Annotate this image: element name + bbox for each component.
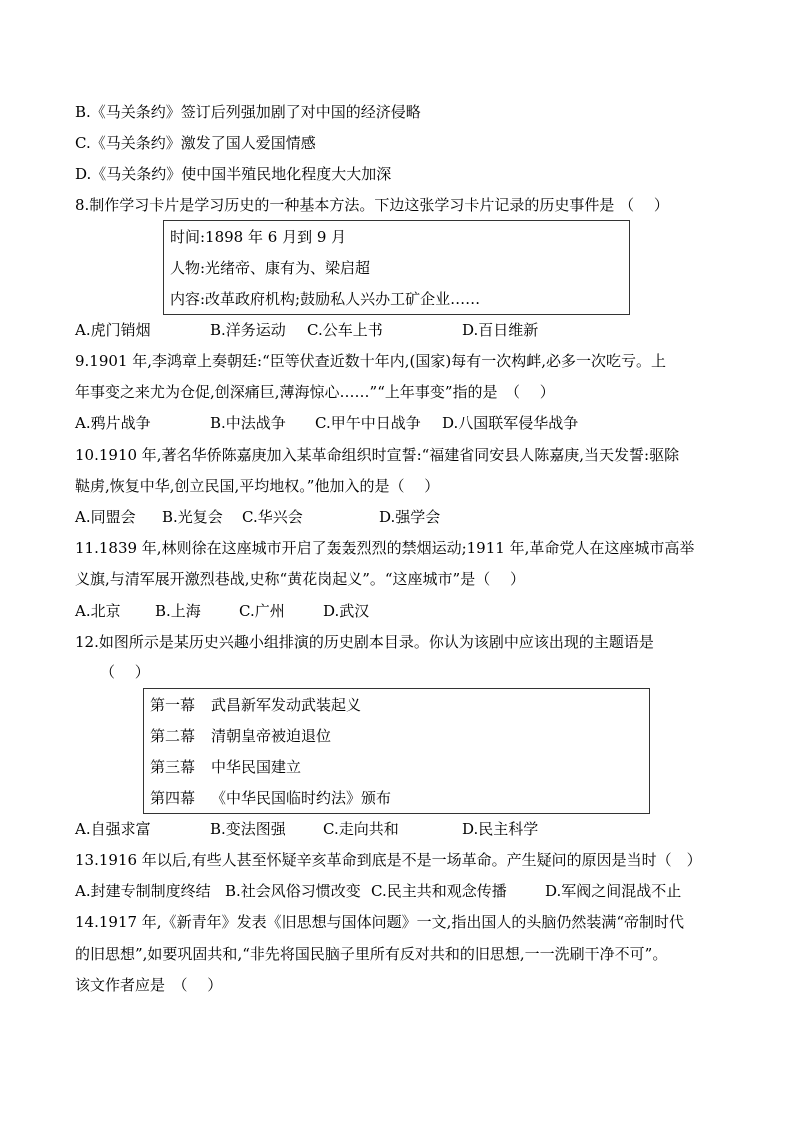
q10-option-c[interactable]: C.华兴会 <box>242 508 303 526</box>
q12-act-2 <box>150 726 331 746</box>
q14-stem-line2: 的旧思想”,如要巩固共和,“非先将国民脑子里所有反对共和的旧思想,一一洗刷干净不可”。 <box>75 945 668 963</box>
q7-option-c: C.《马关条约》激发了国人爱国情感 <box>75 134 316 152</box>
q13-option-d[interactable]: D.军阀之间混战不止 <box>545 882 682 900</box>
q8-option-c[interactable]: C.公车上书 <box>307 321 383 339</box>
q12-act-1-label: 第一幕 <box>150 696 196 714</box>
q11-stem-line2: 义旗,与清军展开激烈巷战,史称“黄花岗起义”。“这座城市”是（ ） <box>75 570 525 588</box>
q11-option-a[interactable]: A.北京 <box>75 602 121 620</box>
q10-stem-line2: 鞑虏,恢复中华,创立民国,平均地权。”他加入的是（ ） <box>75 477 440 495</box>
q13-option-a[interactable]: A.封建专制制度终结 <box>75 882 211 900</box>
q8-option-b[interactable]: B.洋务运动 <box>210 321 286 339</box>
q11-stem-line1: 11.1839 年,林则徐在这座城市开启了轰轰烈烈的禁烟运动;1911 年,革命党人在这座城市高举 <box>75 539 695 557</box>
q12-act-2-label: 第二幕 <box>150 727 196 745</box>
q9-option-b[interactable]: B.中法战争 <box>210 414 286 432</box>
q9-option-d[interactable]: D.八国联军侵华战争 <box>442 414 579 432</box>
q8-study-card <box>163 220 630 315</box>
q8-card-people: 人物:光绪帝、康有为、梁启超 <box>170 259 371 277</box>
q9-option-a[interactable]: A.鸦片战争 <box>75 414 151 432</box>
q12-act-3 <box>150 757 301 777</box>
q8-card-content: 内容:改革政府机构;鼓励私人兴办工矿企业…… <box>170 290 481 308</box>
q11-option-c[interactable]: C.广州 <box>239 602 285 620</box>
q12-stem-line1: 12.如图所示是某历史兴趣小组排演的历史剧本目录。你认为该剧中应该出现的主题语是 <box>75 633 654 651</box>
q14-stem-line3: 该文作者应是 （ ） <box>75 976 223 994</box>
q9-option-c[interactable]: C.甲午中日战争 <box>315 414 421 432</box>
q11-option-b[interactable]: B.上海 <box>155 602 201 620</box>
q10-option-d[interactable]: D.强学会 <box>379 508 441 526</box>
q9-stem-line2: 年事变之来尤为仓促,创深痛巨,薄海惊心……”“上年事变”指的是 （ ） <box>75 383 555 401</box>
q8-option-d[interactable]: D.百日维新 <box>462 321 539 339</box>
q10-option-a[interactable]: A.同盟会 <box>75 508 136 526</box>
q12-stem-line2: （ ） <box>100 663 150 681</box>
q12-act-3-label: 第三幕 <box>150 758 196 776</box>
q12-option-a[interactable]: A.自强求富 <box>75 820 151 838</box>
q11-option-d[interactable]: D.武汉 <box>323 602 370 620</box>
q10-stem-line1: 10.1910 年,著名华侨陈嘉庚加入某革命组织时宣誓:“福建省同安县人陈嘉庚,当天发誓:驱除 <box>75 446 680 464</box>
q13-option-b[interactable]: B.社会风俗习惯改变 <box>225 882 361 900</box>
q10-option-b[interactable]: B.光复会 <box>162 508 223 526</box>
q8-stem: 8.制作学习卡片是学习历史的一种基本方法。下边这张学习卡片记录的历史事件是 （ ） <box>75 196 669 214</box>
q13-stem: 13.1916 年以后,有些人甚至怀疑辛亥革命到底是不是一场革命。产生疑问的原因是当时（ ） <box>75 851 702 869</box>
q12-option-c[interactable]: C.走向共和 <box>323 820 399 838</box>
q12-act-1 <box>150 695 361 715</box>
q12-act-4-title: 《中华民国临时约法》颁布 <box>211 789 392 807</box>
q9-stem-line1: 9.1901 年,李鸿章上奏朝廷:“臣等伏查近数十年内,(国家)每有一次构衅,必多一次吃亏。上 <box>75 352 666 370</box>
q12-act-4 <box>150 788 391 808</box>
q12-act-3-title: 中华民国建立 <box>211 758 302 776</box>
q8-option-a[interactable]: A.虎门销烟 <box>75 321 151 339</box>
q14-stem-line1: 14.1917 年,《新青年》发表《旧思想与国体问题》一文,指出国人的头脑仍然装满“帝制时代 <box>75 913 685 931</box>
q12-script-contents <box>143 688 650 814</box>
q12-act-4-label: 第四幕 <box>150 789 196 807</box>
q12-option-b[interactable]: B.变法图强 <box>210 820 286 838</box>
q13-option-c[interactable]: C.民主共和观念传播 <box>371 882 507 900</box>
q12-act-1-title: 武昌新军发动武装起义 <box>211 696 362 714</box>
q8-card-time: 时间:1898 年 6 月到 9 月 <box>170 228 347 246</box>
q7-option-b: B.《马关条约》签订后列强加剧了对中国的经济侵略 <box>75 103 421 121</box>
q12-act-2-title: 清朝皇帝被迫退位 <box>211 727 332 745</box>
q12-option-d[interactable]: D.民主科学 <box>462 820 539 838</box>
q7-option-d: D.《马关条约》使中国半殖民地化程度大大加深 <box>75 165 392 183</box>
